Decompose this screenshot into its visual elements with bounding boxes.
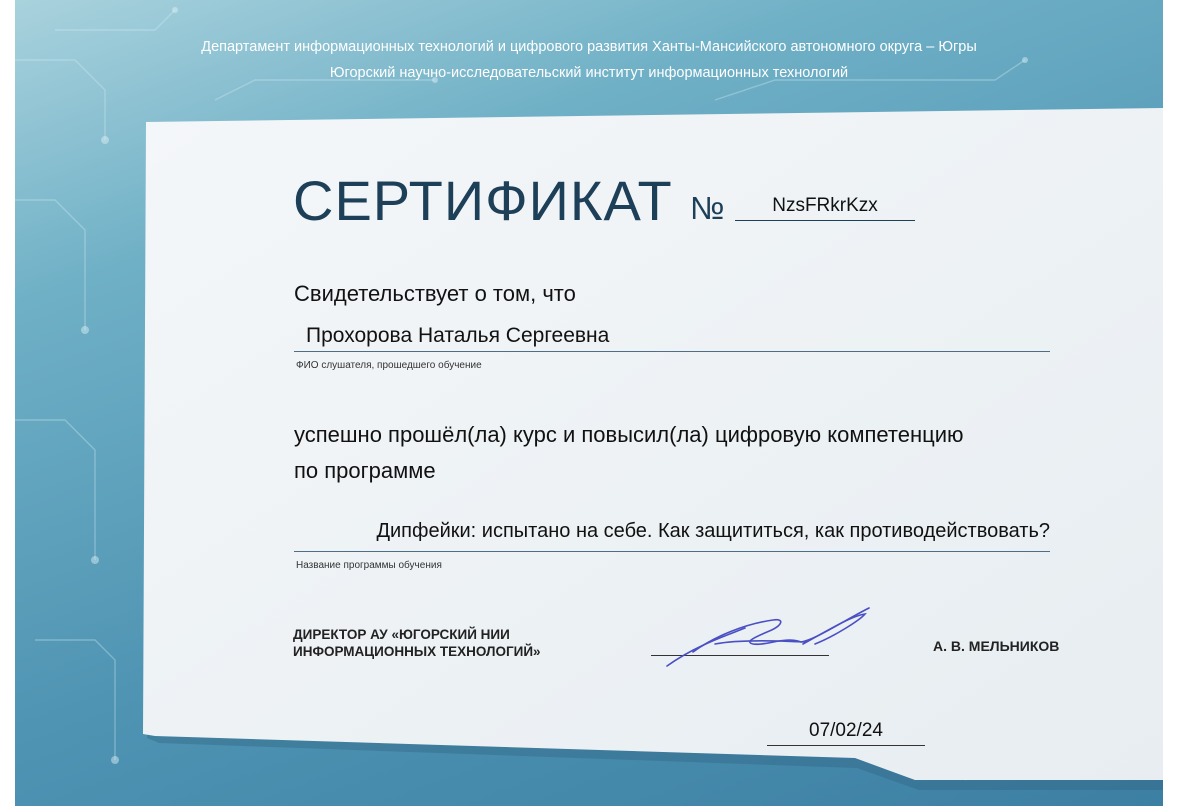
program-name-value: Дипфейки: испытано на себе. Как защититься, как противодействовать? [376, 520, 1050, 542]
certificate-body [15, 0, 1163, 806]
certificate-frame [15, 0, 1163, 806]
handwritten-signature [655, 606, 875, 676]
statement-line-1: успешно прошёл(ла) курс и повысил(ла) цифровую компетенцию [294, 422, 964, 447]
full-name-caption: ФИО слушателя, прошедшего обучение [296, 360, 482, 371]
certificate-title: СЕРТИФИКАТ [293, 169, 673, 232]
completion-statement [294, 417, 964, 489]
issuer-department: Департамент информационных технологий и цифрового развития Ханты-Мансийского автономного округа – Югры [201, 39, 977, 55]
full-name-field [294, 321, 1050, 352]
director-line-2: ИНФОРМАЦИОННЫХ ТЕХНОЛОГИЙ» [293, 644, 541, 659]
certificate-number: NzsFRkrKzx [735, 195, 915, 221]
signer-name: А. В. МЕЛЬНИКОВ [933, 638, 1060, 654]
issue-date: 07/02/24 [767, 720, 925, 746]
number-sign: № [690, 190, 725, 226]
statement-line-2: по программе [294, 458, 436, 483]
program-caption: Название программы обучения [296, 560, 442, 571]
witness-text: Свидетельствует о том, что [294, 281, 576, 306]
director-line-1: ДИРЕКТОР АУ «ЮГОРСКИЙ НИИ [293, 627, 510, 642]
program-field [294, 517, 1050, 552]
issuer-institute: Югорский научно-исследовательский институт информационных технологий [329, 65, 849, 81]
director-title [293, 626, 541, 660]
full-name-value: Прохорова Наталья Сергеевна [306, 324, 610, 347]
